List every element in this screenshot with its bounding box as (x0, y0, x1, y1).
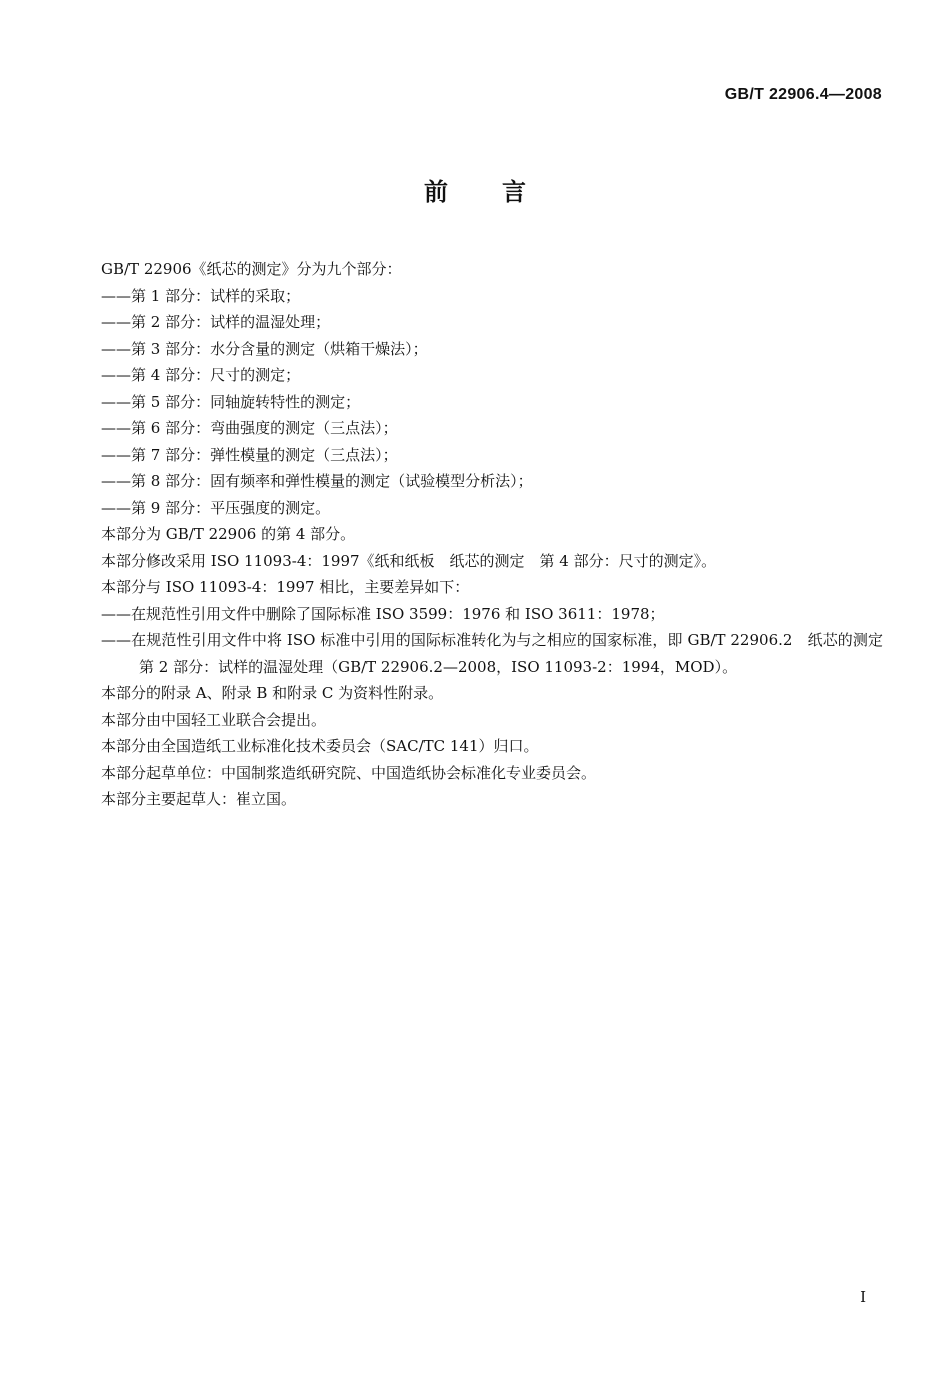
page-title: 前言 (424, 178, 580, 206)
list-item: ——第 5 部分：同轴旋转特性的测定； (101, 392, 361, 411)
list-item: ——第 7 部分：弹性模量的测定（三点法）； (101, 445, 398, 464)
list-item: ——第 6 部分：弯曲强度的测定（三点法）； (101, 419, 398, 437)
list-item: ——第 4 部分：尺寸的测定； (101, 366, 301, 384)
proposer-statement: 本部分由中国轻工业联合会提出。 (101, 710, 327, 729)
administration-statement: 本部分由全国造纸工业标准化技术委员会（SAC/TC 141）归口。 (101, 737, 539, 755)
parts-list (101, 283, 883, 522)
drafters-statement: 本部分主要起草人：崔立国。 (101, 790, 297, 808)
drafting-units-statement: 本部分起草单位：中国制浆造纸研究院、中国造纸协会标准化专业委员会。 (101, 763, 597, 782)
annex-statement: 本部分的附录 A、附录 B 和附录 C 为资料性附录。 (101, 684, 444, 702)
page-number: I (860, 1288, 866, 1306)
list-item: ——第 3 部分：水分含量的测定（烘箱干燥法）； (101, 339, 428, 358)
list-item: ——第 8 部分：固有频率和弹性模量的测定（试验模型分析法）； (101, 472, 533, 490)
standard-code: GB/T 22906.4—2008 (724, 86, 882, 103)
part-statement: 本部分为 GB/T 22906 的第 4 部分。 (101, 525, 356, 543)
list-item: ——在规范性引用文件中删除了国际标准 ISO 3599：1976 和 ISO 3611：1978； (101, 604, 665, 623)
differences-intro: 本部分与 ISO 11093-4：1997 相比，主要差异如下： (101, 578, 470, 596)
intro-paragraph: GB/T 22906《纸芯的测定》分为九个部分： (101, 260, 402, 278)
list-item: ——第 9 部分：平压强度的测定。 (101, 498, 331, 517)
list-item: ——在规范性引用文件中将 ISO 标准中引用的国际标准转化为与之相应的国家标准，即 GB/T 22906.2 纸芯的测定 第 2 部分：试样的温湿处理（GB/T 22906.2—2008，ISO 11093-2：1994，MOD）。 (101, 631, 899, 676)
list-item: ——第 2 部分：试样的温湿处理； (101, 313, 331, 331)
differences-list (101, 601, 899, 681)
adoption-statement: 本部分修改采用 ISO 11093-4：1997《纸和纸板 纸芯的测定 第 4 部分：尺寸的测定》。 (101, 551, 717, 570)
foreword-body (101, 256, 899, 813)
list-item: ——第 1 部分：试样的采取； (101, 286, 301, 305)
